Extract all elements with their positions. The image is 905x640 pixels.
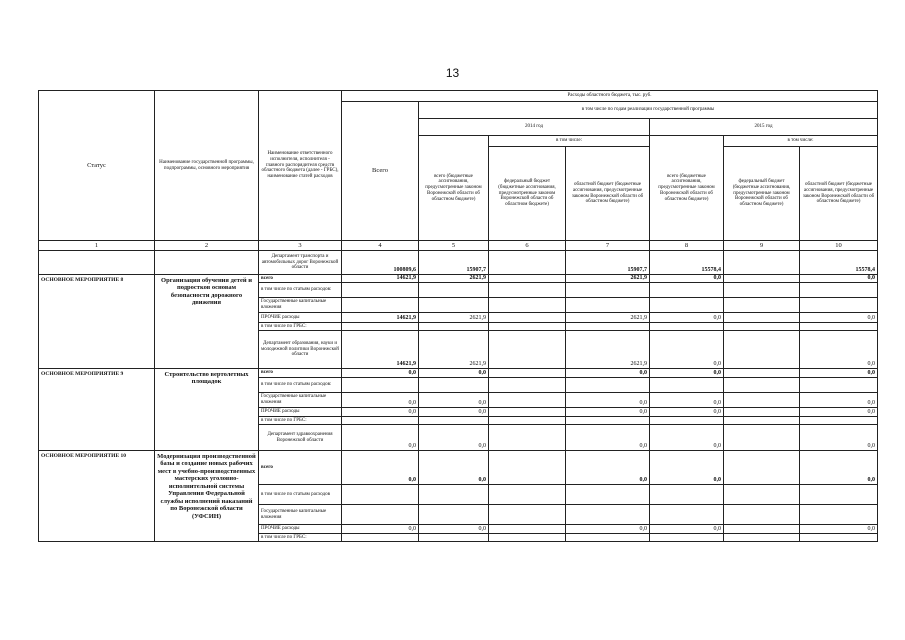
header-year-2015: 2015 год bbox=[650, 119, 878, 136]
value-cell bbox=[342, 323, 419, 331]
value-cell bbox=[342, 485, 419, 505]
value-cell: 0,0 bbox=[800, 275, 878, 283]
value-cell bbox=[724, 425, 800, 451]
page-number: 13 bbox=[445, 66, 460, 80]
value-cell: 0,0 bbox=[419, 369, 489, 378]
value-cell: 0,0 bbox=[800, 425, 878, 451]
table-row bbox=[39, 369, 878, 378]
value-cell: 2621,9 bbox=[419, 313, 489, 323]
value-cell: 2621,9 bbox=[566, 275, 650, 283]
value-cell: 0,0 bbox=[419, 408, 489, 417]
header-2014-regional: областной бюджет (бюджетные ассигнования, предусмотренные законом Воронежской области об областном бюджете) bbox=[566, 147, 650, 241]
value-cell bbox=[650, 298, 724, 313]
row-label: ПРОЧИЕ расходы bbox=[259, 408, 342, 417]
row-label: всего bbox=[259, 275, 342, 283]
column-number: 2 bbox=[155, 241, 259, 251]
value-cell: 14621,9 bbox=[342, 275, 419, 283]
header-2015-regional: областной бюджет (бюджетные ассигнования, предусмотренные законом Воронежской области об областном бюджете) bbox=[800, 147, 878, 241]
column-number: 7 bbox=[566, 241, 650, 251]
row-label: в том числе по статьям расходов: bbox=[259, 283, 342, 298]
value-cell bbox=[650, 283, 724, 298]
value-cell: 2621,9 bbox=[419, 275, 489, 283]
value-cell bbox=[650, 534, 724, 542]
header-2015-federal: федеральный бюджет (бюджетные ассигнования, предусмотренные законом Воронежской области об областном бюджете) bbox=[724, 147, 800, 241]
row-label: в том числе по статьям расходов bbox=[259, 485, 342, 505]
header-2015-total: всего (бюджетные ассигнования, предусмотренные законом Воронежской области об областном бюджете) bbox=[650, 136, 724, 241]
value-cell bbox=[724, 331, 800, 369]
value-cell: 0,0 bbox=[566, 369, 650, 378]
value-cell bbox=[489, 525, 566, 534]
value-cell bbox=[489, 283, 566, 298]
value-cell: 0,0 bbox=[419, 525, 489, 534]
value-cell bbox=[342, 378, 419, 393]
row-label: всего bbox=[259, 369, 342, 378]
column-number: 4 bbox=[342, 241, 419, 251]
value-cell: 100809,6 bbox=[342, 251, 419, 275]
value-cell: 14621,9 bbox=[342, 331, 419, 369]
value-cell bbox=[566, 283, 650, 298]
value-cell bbox=[724, 393, 800, 408]
value-cell: 2621,9 bbox=[566, 331, 650, 369]
value-cell bbox=[489, 505, 566, 525]
value-cell bbox=[724, 298, 800, 313]
value-cell bbox=[419, 378, 489, 393]
value-cell bbox=[489, 451, 566, 485]
value-cell bbox=[800, 378, 878, 393]
pre-row-status bbox=[39, 251, 155, 275]
value-cell: 0,0 bbox=[800, 525, 878, 534]
table-row bbox=[39, 451, 878, 485]
value-cell: 0,0 bbox=[419, 425, 489, 451]
column-number: 9 bbox=[724, 241, 800, 251]
value-cell bbox=[342, 283, 419, 298]
value-cell bbox=[724, 275, 800, 283]
value-cell: 0,0 bbox=[566, 525, 650, 534]
value-cell bbox=[650, 378, 724, 393]
row-label: Государственные капитальные вложения bbox=[259, 298, 342, 313]
value-cell bbox=[342, 534, 419, 542]
value-cell: 0,0 bbox=[342, 369, 419, 378]
value-cell bbox=[489, 534, 566, 542]
value-cell bbox=[489, 425, 566, 451]
value-cell bbox=[724, 313, 800, 323]
row-label: в том числе по ГРБС: bbox=[259, 534, 342, 542]
event-status: ОСНОВНОЕ МЕРОПРИЯТИЕ 8 bbox=[39, 275, 155, 369]
event-name: Организация обучения детей и подростков основам безопасности дорожного движения bbox=[155, 275, 259, 369]
value-cell bbox=[724, 323, 800, 331]
column-number: 8 bbox=[650, 241, 724, 251]
value-cell: 0,0 bbox=[800, 331, 878, 369]
value-cell bbox=[489, 298, 566, 313]
value-cell: 2621,9 bbox=[566, 313, 650, 323]
value-cell: 0,0 bbox=[650, 313, 724, 323]
value-cell bbox=[419, 485, 489, 505]
column-number: 3 bbox=[259, 241, 342, 251]
column-number: 1 bbox=[39, 241, 155, 251]
row-label: в том числе по ГРБС: bbox=[259, 417, 342, 425]
value-cell bbox=[724, 534, 800, 542]
value-cell: 15578,4 bbox=[650, 251, 724, 275]
row-label: Департамент здравоохранения Воронежской области bbox=[259, 425, 342, 451]
row-label: в том числе по ГРБС: bbox=[259, 323, 342, 331]
header-program: Наименование государственной программы, подпрограммы, основного мероприятия bbox=[155, 91, 259, 241]
event-name: Модернизация производственной базы и создание новых рабочих мест в учебно-производственных мастерских уголовно-исполнительной системы Управления Федеральной службы исполнений наказаний по Воронежской области (УФСИН) bbox=[155, 451, 259, 542]
value-cell bbox=[566, 505, 650, 525]
value-cell: 0,0 bbox=[342, 393, 419, 408]
value-cell bbox=[650, 505, 724, 525]
value-cell bbox=[800, 283, 878, 298]
value-cell: 0,0 bbox=[800, 313, 878, 323]
header-total: Всего bbox=[342, 102, 419, 241]
value-cell bbox=[566, 534, 650, 542]
row-label: Департамент образования, науки и молодежной политики Воронежской области bbox=[259, 331, 342, 369]
header-expenses: Расходы областного бюджета, тыс. руб. bbox=[342, 91, 878, 102]
value-cell bbox=[342, 505, 419, 525]
event-name: Строительство вертолетных площадок bbox=[155, 369, 259, 451]
value-cell bbox=[724, 408, 800, 417]
value-cell: 0,0 bbox=[566, 451, 650, 485]
value-cell bbox=[724, 378, 800, 393]
header-2015-including: в том числе: bbox=[724, 136, 878, 147]
value-cell bbox=[419, 417, 489, 425]
value-cell bbox=[419, 534, 489, 542]
value-cell: 0,0 bbox=[800, 393, 878, 408]
value-cell bbox=[566, 298, 650, 313]
value-cell: 0,0 bbox=[566, 408, 650, 417]
pre-row-label: Департамент транспорта и автомобильных дорог Воронежской области bbox=[259, 251, 342, 275]
value-cell bbox=[489, 408, 566, 417]
row-label: в том числе по статьям расходов: bbox=[259, 378, 342, 393]
value-cell: 0,0 bbox=[342, 525, 419, 534]
value-cell bbox=[724, 283, 800, 298]
header-by-years: в том числе по годам реализации государственной программы bbox=[419, 102, 878, 119]
value-cell bbox=[489, 369, 566, 378]
value-cell: 0,0 bbox=[650, 425, 724, 451]
value-cell bbox=[724, 451, 800, 485]
value-cell: 0,0 bbox=[650, 451, 724, 485]
row-label: всего bbox=[259, 451, 342, 485]
event-status: ОСНОВНОЕ МЕРОПРИЯТИЕ 10 bbox=[39, 451, 155, 542]
value-cell: 0,0 bbox=[800, 369, 878, 378]
row-label: Государственные капитальные вложения bbox=[259, 505, 342, 525]
value-cell bbox=[800, 485, 878, 505]
value-cell bbox=[800, 534, 878, 542]
value-cell bbox=[650, 485, 724, 505]
value-cell bbox=[489, 251, 566, 275]
value-cell: 0,0 bbox=[566, 393, 650, 408]
value-cell: 0,0 bbox=[566, 425, 650, 451]
pre-row-program bbox=[155, 251, 259, 275]
value-cell bbox=[650, 417, 724, 425]
value-cell: 0,0 bbox=[650, 408, 724, 417]
header-2014-including: в том числе: bbox=[489, 136, 650, 147]
value-cell bbox=[489, 323, 566, 331]
value-cell bbox=[419, 323, 489, 331]
header-status: Статус bbox=[39, 91, 155, 241]
value-cell: 0,0 bbox=[419, 393, 489, 408]
column-number: 5 bbox=[419, 241, 489, 251]
value-cell bbox=[489, 275, 566, 283]
header-2014-federal: федеральный бюджет (бюджетные ассигнования, предусмотренные законом Воронежской области об областном бюджете) bbox=[489, 147, 566, 241]
header-year-2014: 2014 год bbox=[419, 119, 650, 136]
value-cell bbox=[724, 525, 800, 534]
value-cell bbox=[419, 298, 489, 313]
value-cell: 0,0 bbox=[650, 369, 724, 378]
value-cell bbox=[489, 313, 566, 323]
value-cell: 15907,7 bbox=[566, 251, 650, 275]
header-2014-total: всего (бюджетные ассигнования, предусмотренные законом Воронежской области об областном бюджете) bbox=[419, 136, 489, 241]
value-cell: 15907,7 bbox=[419, 251, 489, 275]
value-cell bbox=[489, 378, 566, 393]
column-number: 6 bbox=[489, 241, 566, 251]
table-row bbox=[39, 275, 878, 283]
value-cell: 0,0 bbox=[800, 451, 878, 485]
value-cell bbox=[724, 417, 800, 425]
value-cell bbox=[724, 251, 800, 275]
value-cell: 0,0 bbox=[419, 451, 489, 485]
value-cell: 0,0 bbox=[342, 425, 419, 451]
value-cell bbox=[724, 369, 800, 378]
header-executor: Наименование ответственного исполнителя, исполнителя - главного распорядителя средств областного бюджета (далее - ГРБС), наименование статей расходов bbox=[259, 91, 342, 241]
value-cell bbox=[342, 298, 419, 313]
budget-table bbox=[38, 90, 878, 542]
value-cell bbox=[566, 323, 650, 331]
value-cell: 0,0 bbox=[650, 525, 724, 534]
value-cell: 15578,4 bbox=[800, 251, 878, 275]
value-cell bbox=[566, 485, 650, 505]
value-cell bbox=[566, 417, 650, 425]
value-cell: 0,0 bbox=[650, 393, 724, 408]
value-cell bbox=[800, 298, 878, 313]
value-cell bbox=[419, 283, 489, 298]
row-label: ПРОЧИЕ расходы bbox=[259, 525, 342, 534]
value-cell bbox=[342, 417, 419, 425]
value-cell bbox=[800, 417, 878, 425]
value-cell: 0,0 bbox=[650, 275, 724, 283]
value-cell bbox=[724, 485, 800, 505]
value-cell bbox=[489, 485, 566, 505]
value-cell bbox=[489, 417, 566, 425]
value-cell bbox=[419, 505, 489, 525]
value-cell: 0,0 bbox=[650, 331, 724, 369]
value-cell bbox=[650, 323, 724, 331]
value-cell: 2621,9 bbox=[419, 331, 489, 369]
value-cell: 0,0 bbox=[342, 451, 419, 485]
row-label: Государственные капитальные вложения bbox=[259, 393, 342, 408]
value-cell bbox=[800, 505, 878, 525]
value-cell: 0,0 bbox=[800, 408, 878, 417]
value-cell bbox=[489, 331, 566, 369]
value-cell bbox=[489, 393, 566, 408]
event-status: ОСНОВНОЕ МЕРОПРИЯТИЕ 9 bbox=[39, 369, 155, 451]
value-cell bbox=[800, 323, 878, 331]
column-number: 10 bbox=[800, 241, 878, 251]
value-cell: 0,0 bbox=[342, 408, 419, 417]
row-label: ПРОЧИЕ расходы bbox=[259, 313, 342, 323]
value-cell bbox=[724, 505, 800, 525]
value-cell: 14621,9 bbox=[342, 313, 419, 323]
value-cell bbox=[566, 378, 650, 393]
